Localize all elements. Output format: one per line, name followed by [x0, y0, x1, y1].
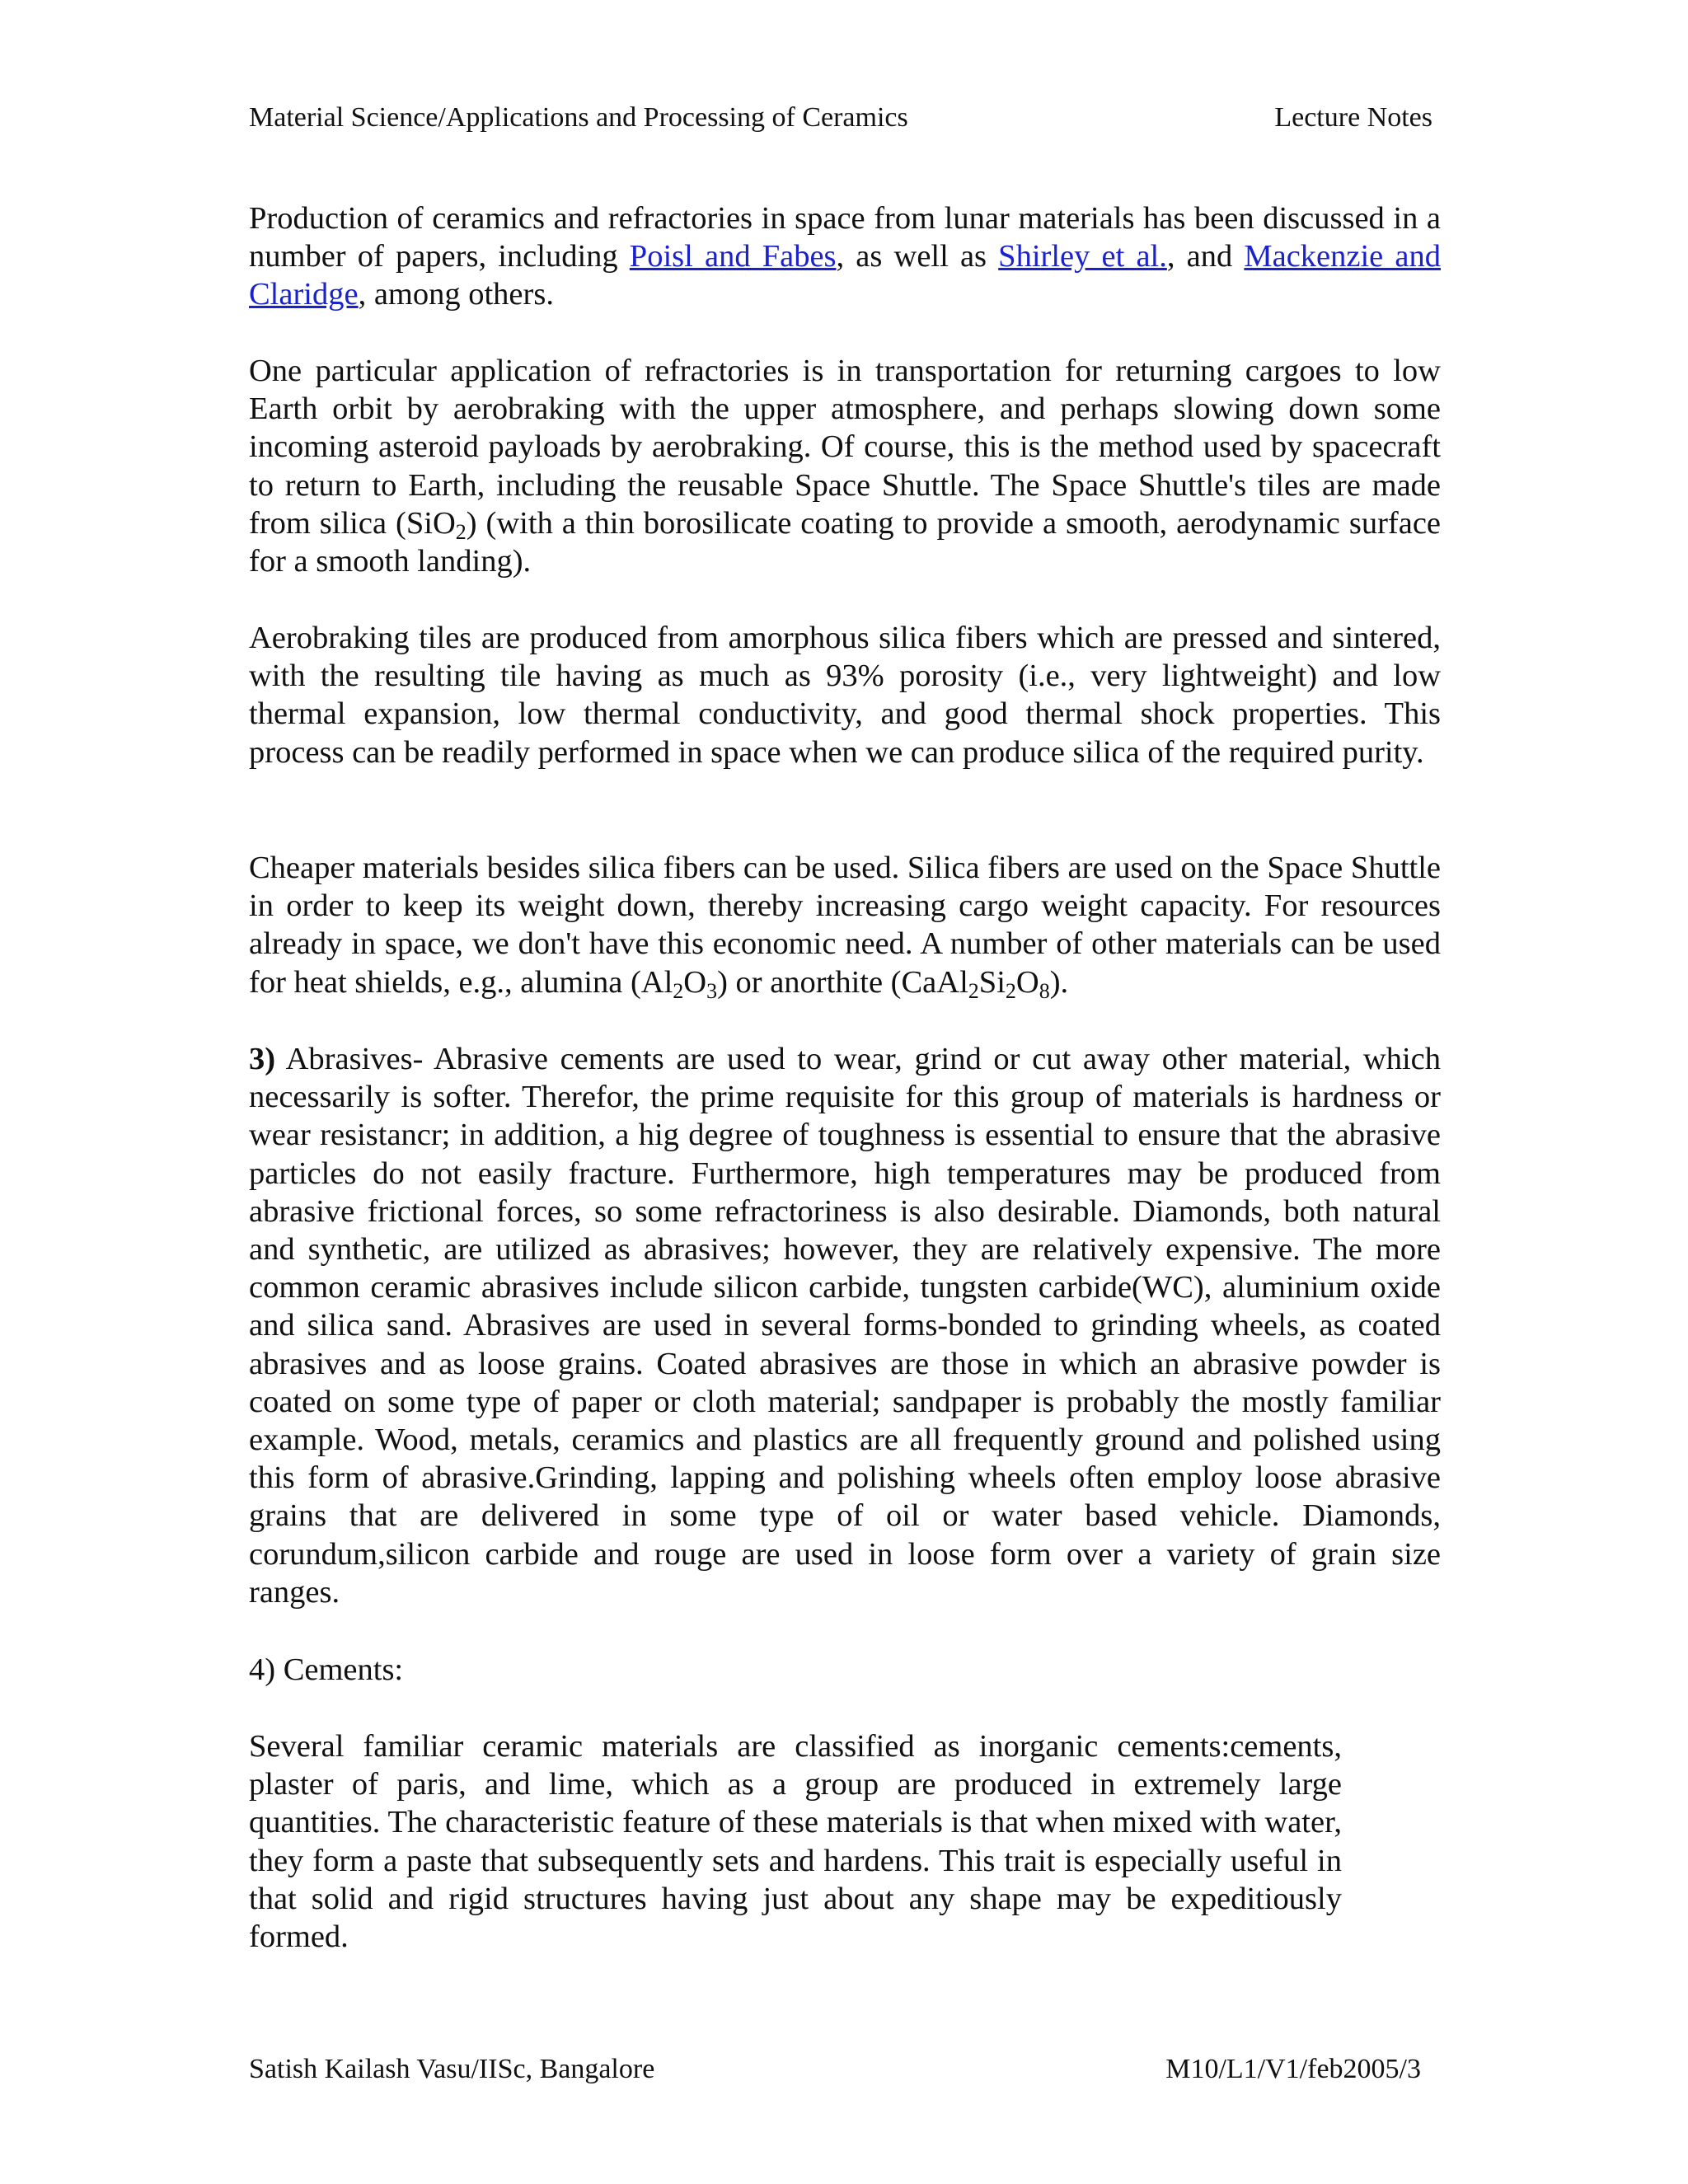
- heading-cements: 4) Cements:: [249, 1652, 404, 1687]
- p4-text-3: ) or anorthite (CaAl: [717, 964, 968, 1000]
- p4-sub-2: 3: [706, 978, 718, 1003]
- page-footer: [249, 2049, 1421, 2090]
- p4-text-1: Cheaper materials besides silica fibers can be used. Silica fibers are used on the Space Shuttle in order to keep its weight down, thereby increasing cargo weight capacity. For resources already in space, we don't have this economic need. A number of other materials can be used for heat shields, e.g., alumina (Al: [249, 851, 1441, 1000]
- link-poisl-fabes[interactable]: Poisl and Fabes: [629, 239, 837, 274]
- p4-text-4: Si: [978, 964, 1006, 1000]
- abrasives-section-number: 3): [249, 1042, 276, 1076]
- header-course-title: Material Science/Applications and Processing of Ceramics: [249, 102, 908, 133]
- p2-subscript: 2: [455, 519, 467, 544]
- p4-text-5: O: [1015, 964, 1039, 1000]
- p1-text-3: , and: [1166, 239, 1245, 274]
- p4-text-6: ).: [1049, 964, 1069, 1000]
- p1-text-1: Production of ceramics and refractories in space from lunar materials has been discussed in a number of papers, including: [249, 201, 1441, 274]
- paragraph-space-production: [249, 199, 1441, 314]
- link-shirley-et-al[interactable]: Shirley et al.: [998, 239, 1167, 274]
- paragraph-aerobraking-application: [249, 352, 1441, 580]
- p4-sub-3: 2: [968, 978, 979, 1003]
- footer-author: Satish Kailash Vasu/IISc, Bangalore: [249, 2054, 655, 2084]
- p4-sub-4: 2: [1005, 978, 1016, 1003]
- link-mackenzie-claridge[interactable]: Mackenzie and Claridge: [249, 239, 1441, 312]
- p1-text-4: , among others.: [358, 277, 554, 312]
- paragraph-abrasives: [249, 1040, 1441, 1611]
- paragraph-aerobraking-tiles: Aerobraking tiles are produced from amorphous silica fibers which are pressed and sintered, with the resulting tile having as much as 93% porosity (i.e., very lightweight) and low thermal expansion, low thermal conductivity, and good thermal shock properties. This process can be readily performed in space when we can produce silica of the required purity.: [249, 621, 1441, 770]
- paragraph-cheaper-materials: [249, 849, 1441, 1001]
- abrasives-heading: Abrasives-: [275, 1042, 424, 1076]
- page-header: [249, 97, 1432, 138]
- p4-text-2: O: [683, 964, 707, 1000]
- p1-text-2: , as well as: [836, 239, 999, 274]
- p2-text-1: One particular application of refractories is in transportation for returning cargoes to low Earth orbit by aerobraking with the upper atmosphere, and perhaps slowing down some incoming asteroid payloads by aerobraking. Of course, this is the method used by spacecraft to return to Earth, including the reusable Space Shuttle. The Space Shuttle's tiles are made from silica (SiO: [249, 354, 1441, 541]
- footer-doc-id: M10/L1/V1/feb2005/3: [1165, 2054, 1421, 2084]
- p4-sub-1: 2: [673, 978, 684, 1003]
- abrasives-body: Abrasive cements are used to wear, grind or cut away other material, which necessarily is softer. Therefor, the prime requisite for this group of materials is hardness or wear resistancr; in addition, a hig degree of toughness is essential to ensure that the abrasive particles do not easily fracture. Furthermore, high temperatures may be produced from abrasive frictional forces, so some refractoriness is also desirable. Diamonds, both natural and synthetic, are utilized as abrasives; however, they are relatively expensive. The more common ceramic abrasives include silicon carbide, tungsten carbide(WC), aluminium oxide and silica sand. Abrasives are used in several forms-bonded to grinding wheels, as coated abrasives and as loose grains. Coated abrasives are those in which an abrasive powder is coated on some type of paper or cloth material; sandpaper is probably the mostly familiar example. Wood, metals, ceramics and plastics are all frequently ground and polished using this form of abrasive.Grinding, lapping and polishing wheels often employ loose abrasive grains that are delivered in some type of oil or water based vehicle. Diamonds, corundum,silicon carbide and rouge are used in loose form over a variety of grain size ranges.: [249, 1042, 1441, 1610]
- p4-sub-5: 8: [1039, 978, 1050, 1003]
- paragraph-cements: Several familiar ceramic materials are classified as inorganic cements:cements, plaster of paris, and lime, which as a group are produced in extremely large quantities. The characteristic feature of these materials is that when mixed with water, they form a paste that subsequently sets and hardens. This trait is especially useful in that solid and rigid structures having just about any shape may be expeditiously formed.: [249, 1729, 1342, 1955]
- p2-text-2: ) (with a thin borosilicate coating to provide a smooth, aerodynamic surface for a smooth landing).: [249, 505, 1441, 579]
- header-doc-type: Lecture Notes: [1274, 102, 1432, 133]
